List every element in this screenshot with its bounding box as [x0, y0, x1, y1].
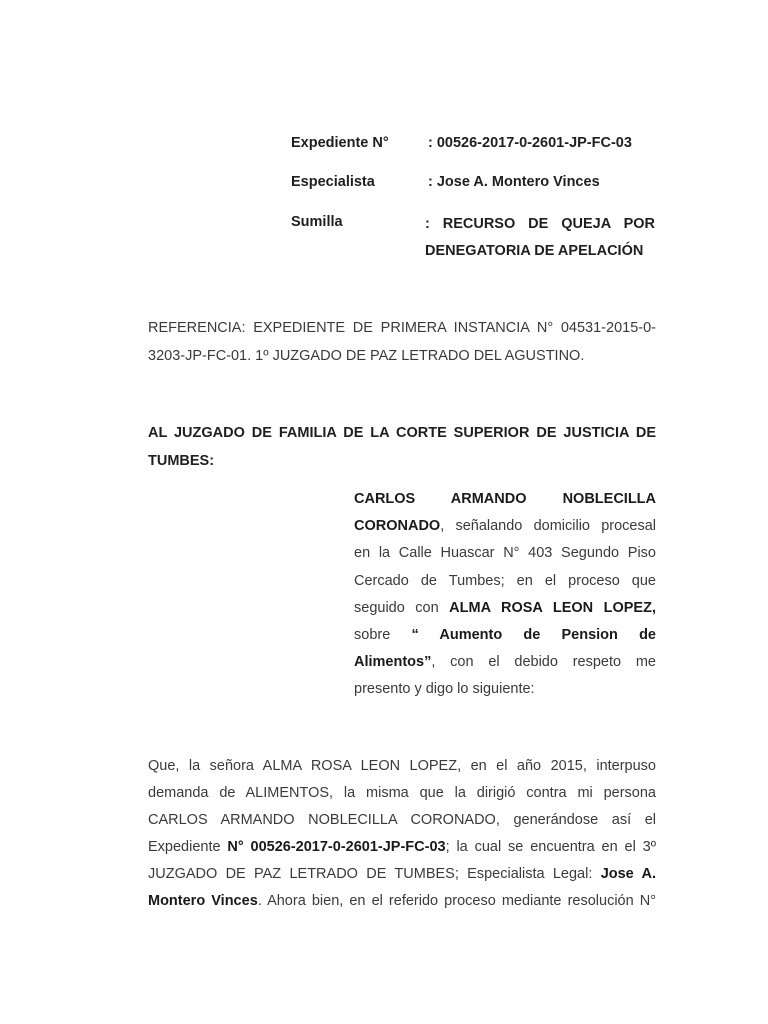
body-line: CARLOS ARMANDO NOBLECILLA CORONADO, generándose así el — [148, 811, 656, 828]
intro-text: , con el debido respeto me — [431, 654, 656, 671]
sumilla-value — [425, 211, 655, 265]
sumilla-label: Sumilla — [291, 214, 343, 230]
especialista-name-cont: Montero Vinces — [148, 892, 258, 909]
sumilla-line-1: : RECURSO DE QUEJA POR — [425, 216, 655, 232]
body-line — [148, 861, 656, 888]
intro-text: seguido con — [354, 599, 439, 616]
intro-line: en la Calle Huascar N° 403 Segundo Piso — [354, 545, 656, 562]
intro-line — [354, 513, 656, 540]
intro-line — [354, 649, 656, 676]
body-line: demanda de ALIMENTOS, la misma que la dirigió contra mi persona — [148, 784, 656, 801]
body-text: Expediente — [148, 838, 221, 855]
body-line — [148, 888, 656, 915]
expediente-reference: N° 00526-2017-0-2601-JP-FC-03 — [227, 838, 446, 855]
body-line — [148, 834, 656, 861]
intro-line — [354, 595, 656, 622]
expediente-label: Expediente N° — [291, 135, 389, 151]
intro-line: Cercado de Tumbes; en el proceso que — [354, 572, 656, 589]
sumilla-line-2: DENEGATORIA DE APELACIÓN — [425, 243, 644, 259]
body-text: ; la cual se encuentra en el 3º — [445, 838, 656, 855]
intro-line — [354, 486, 656, 513]
especialista-value: : Jose A. Montero Vinces — [428, 174, 600, 190]
body-paragraph — [148, 753, 656, 914]
especialista-name: Jose A. — [600, 865, 657, 882]
intro-paragraph — [354, 486, 656, 704]
especialista-label: Especialista — [291, 174, 375, 190]
body-text: . Ahora bien, en el referido proceso mediante resolución N° — [257, 892, 657, 909]
party-name: CARLOS ARMANDO NOBLECILLA — [354, 491, 656, 507]
intro-line: presento y digo lo siguiente: — [354, 681, 535, 698]
matter-title-cont: Alimentos” — [354, 654, 432, 671]
body-text: JUZGADO DE PAZ LETRADO DE TUMBES; Especialista Legal: — [148, 865, 593, 882]
addressee-heading: AL JUZGADO DE FAMILIA DE LA CORTE SUPERIOR DE JUSTICIA DE TUMBES: — [148, 425, 656, 469]
body-line: Que, la señora ALMA ROSA LEON LOPEZ, en el año 2015, interpuso — [148, 758, 656, 774]
opponent-name: ALMA ROSA LEON LOPEZ, — [449, 599, 656, 616]
intro-text: sobre — [354, 627, 391, 644]
intro-text: , señalando domicilio procesal — [440, 518, 656, 535]
party-name-cont: CORONADO — [354, 518, 441, 535]
referencia-paragraph: REFERENCIA: EXPEDIENTE DE PRIMERA INSTANCIA N° 04531-2015-0-3203-JP-FC-01. 1º JUZGADO DE PAZ LETRADO DEL AGUSTINO. — [148, 320, 656, 364]
matter-title: “ Aumento de Pension de — [411, 627, 656, 644]
intro-line — [354, 622, 656, 649]
expediente-value: : 00526-2017-0-2601-JP-FC-03 — [428, 135, 632, 151]
